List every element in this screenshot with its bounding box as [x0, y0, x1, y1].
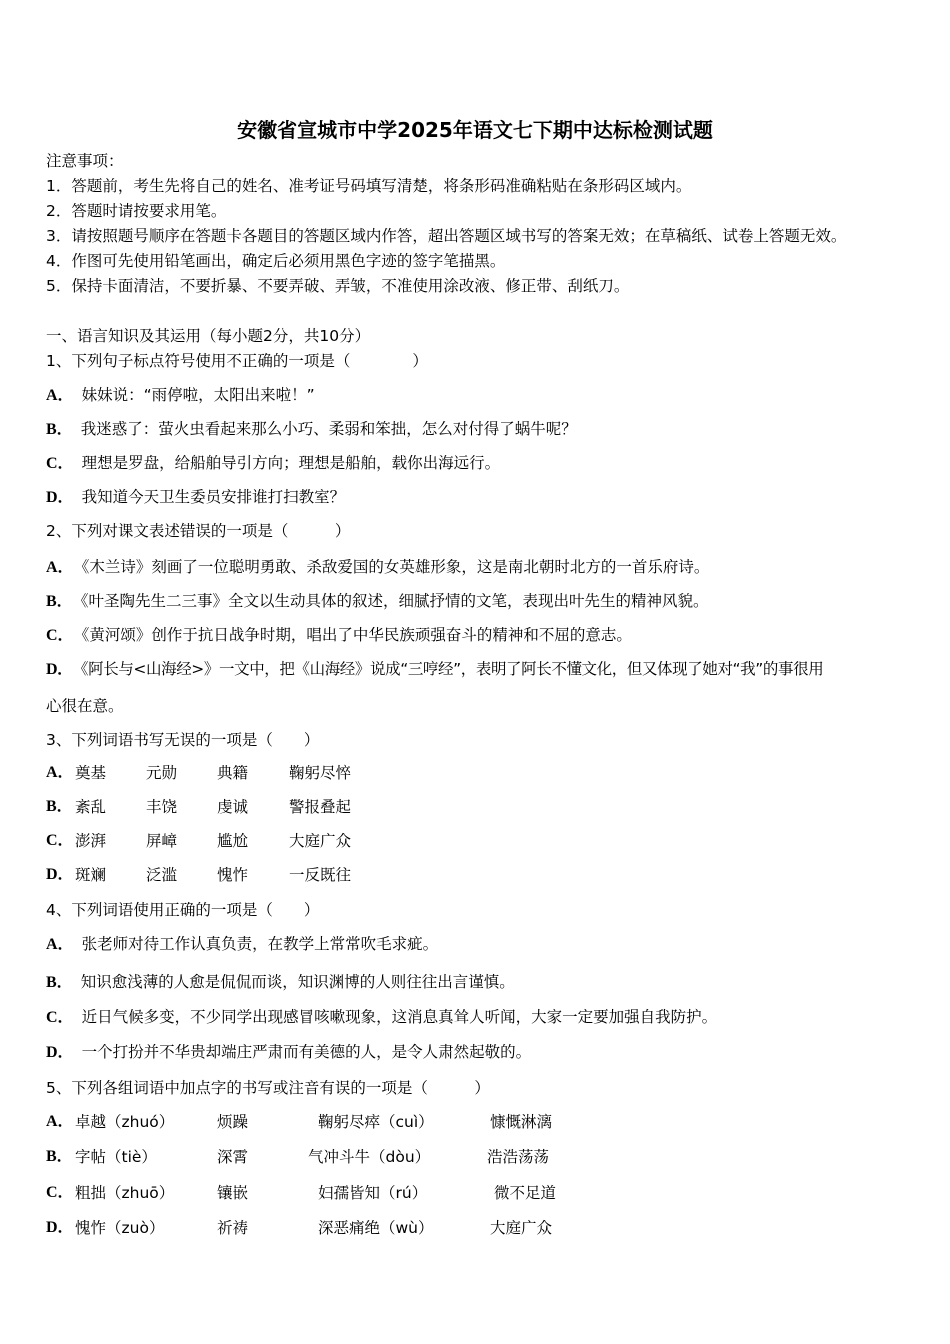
option-a — [46, 934, 438, 955]
option-a — [46, 385, 315, 406]
option-key: D． — [46, 1044, 74, 1061]
option-word: 鞠躬尽悴 — [289, 764, 352, 782]
option-word: 深恶痛绝（wù） — [318, 1219, 434, 1237]
option-key: A． — [46, 764, 74, 781]
option-key: D． — [46, 661, 73, 678]
question-stem: 4、下列词语使用正确的一项是（ ） — [46, 901, 320, 919]
option-word: 屏嶂 — [146, 832, 178, 850]
option-text: 《叶圣陶先生二三事》全文以生动具体的叙述，细腻抒情的文笔，表现出叶先生的精神风貌。 — [80, 592, 709, 610]
option-word: 卓越（zhuó） — [75, 1113, 175, 1131]
option-word: 祈祷 — [217, 1219, 249, 1237]
option-text: 妹妹说：“雨停啦，太阳出来啦！” — [81, 386, 315, 404]
option-word: 典籍 — [217, 764, 249, 782]
note-item: 5．保持卡面清洁，不要折暴、不要弄破、弄皱，不准使用涂改液、修正带、刮纸刀。 — [46, 277, 630, 295]
option-b — [46, 591, 708, 612]
option-word: 微不足道 — [494, 1184, 557, 1202]
question-stem: 5、下列各组词语中加点字的书写或注音有误的一项是（ ） — [46, 1079, 490, 1097]
note-item: 2．答题时请按要求用笔。 — [46, 202, 227, 220]
section-heading: 一、语言知识及其运用（每小题2分，共10分） — [46, 327, 371, 345]
option-key: D． — [46, 489, 74, 506]
option-d — [46, 487, 345, 508]
option-word: 元勋 — [146, 764, 178, 782]
option-word: 字帖（tiè） — [75, 1148, 157, 1166]
option-d — [46, 1042, 531, 1063]
option-text: 我知道今天卫生委员安排谁打扫教室？ — [81, 488, 346, 506]
option-key: C． — [46, 832, 74, 849]
option-text: 近日气候多变，不少同学出现感冒咳嗽现象，这消息真耸人听闻，大家一定要加强自我防护。 — [81, 1008, 718, 1026]
option-word: 澎湃 — [75, 832, 107, 850]
option-text: 理想是罗盘，给船舶导引方向；理想是船舶，载你出海远行。 — [81, 454, 501, 472]
option-word: 浩浩荡荡 — [487, 1148, 550, 1166]
option-word: 大庭广众 — [490, 1219, 553, 1237]
note-item: 3．请按照题号顺序在答题卡各题目的答题区域内作答，超出答题区域书写的答案无效；在草稿纸、试卷上答题无效。 — [46, 227, 847, 245]
option-text: 《黄河颂》创作于抗日战争时期，唱出了中华民族顽强奋斗的精神和不屈的意志。 — [81, 626, 632, 644]
option-word: 警报叠起 — [289, 798, 352, 816]
option-d-continued: 心很在意。 — [46, 697, 124, 715]
note-item: 4．作图可先使用铅笔画出，确定后必须用黑色字迹的签字笔描黑。 — [46, 252, 506, 270]
option-word: 粗拙（zhuō） — [75, 1184, 175, 1202]
option-key: A． — [46, 1113, 74, 1130]
option-word: 尴尬 — [217, 832, 249, 850]
option-key: B． — [46, 1148, 73, 1165]
option-word: 妇孺皆知（rú） — [318, 1184, 428, 1202]
option-a — [46, 557, 709, 578]
note-item: 1．答题前，考生先将自己的姓名、准考证号码填写清楚，将条形码准确粘贴在条形码区域内。 — [46, 177, 692, 195]
option-word: 气冲斗牛（dòu） — [308, 1148, 431, 1166]
question-stem: 1、下列句子标点符号使用不正确的一项是（ ） — [46, 352, 428, 370]
option-text: 《阿长与<山海经>》一文中，把《山海经》说成“三哼经”，表明了阿长不懂文化，但又体现了她对“我”的事很用 — [80, 660, 824, 678]
option-key: B． — [46, 798, 73, 815]
page-title: 安徽省宣城市中学2025年语文七下期中达标检测试题 — [237, 118, 713, 142]
option-word: 丰饶 — [146, 798, 178, 816]
option-word: 深霄 — [217, 1148, 249, 1166]
option-key: C． — [46, 1009, 74, 1026]
option-word: 镶嵌 — [217, 1184, 249, 1202]
notes-heading: 注意事项： — [46, 152, 124, 170]
option-word: 斑斓 — [75, 866, 107, 884]
option-word: 紊乱 — [75, 798, 107, 816]
option-word: 烦躁 — [217, 1113, 249, 1131]
option-text: 知识愈浅薄的人愈是侃侃而谈，知识渊博的人则往往出言谨慎。 — [80, 973, 515, 991]
option-word: 奠基 — [75, 764, 107, 782]
option-key: B． — [46, 421, 73, 438]
option-text: 一个打扮并不华贵却端庄严肃而有美德的人，是令人肃然起敬的。 — [81, 1043, 532, 1061]
question-stem: 2、下列对课文表述错误的一项是（ ） — [46, 522, 351, 540]
option-key: C． — [46, 627, 74, 644]
option-word: 泛滥 — [146, 866, 178, 884]
option-text: 张老师对待工作认真负责，在教学上常常吹毛求疵。 — [81, 935, 439, 953]
option-key: A． — [46, 936, 74, 953]
option-key: C． — [46, 1184, 74, 1201]
option-key: A． — [46, 559, 74, 576]
option-word: 愧怍（zuò） — [75, 1219, 165, 1237]
option-word: 虔诚 — [217, 798, 249, 816]
option-key: B． — [46, 974, 73, 991]
option-key: B． — [46, 593, 73, 610]
option-text: 《木兰诗》刻画了一位聪明勇敢、杀敌爱国的女英雄形象，这是南北朝时北方的一首乐府诗。 — [81, 558, 710, 576]
option-word: 大庭广众 — [289, 832, 352, 850]
option-word: 慷慨淋漓 — [490, 1113, 553, 1131]
option-c — [46, 453, 500, 474]
option-word: 鞠躬尽瘁（cuì） — [318, 1113, 434, 1131]
option-c — [46, 625, 632, 646]
question-stem: 3、下列词语书写无误的一项是（ ） — [46, 731, 320, 749]
option-text: 我迷惑了：萤火虫看起来那么小巧、柔弱和笨拙，怎么对付得了蜗牛呢？ — [80, 420, 577, 438]
option-key: A． — [46, 387, 74, 404]
option-key: D． — [46, 866, 74, 883]
option-word: 愧怍 — [217, 866, 249, 884]
option-b — [46, 419, 577, 440]
option-word: 一反既往 — [289, 866, 352, 884]
option-c — [46, 1007, 717, 1028]
option-b — [46, 972, 515, 993]
option-key: C． — [46, 455, 74, 472]
option-d — [46, 659, 823, 680]
option-key: D． — [46, 1219, 74, 1236]
